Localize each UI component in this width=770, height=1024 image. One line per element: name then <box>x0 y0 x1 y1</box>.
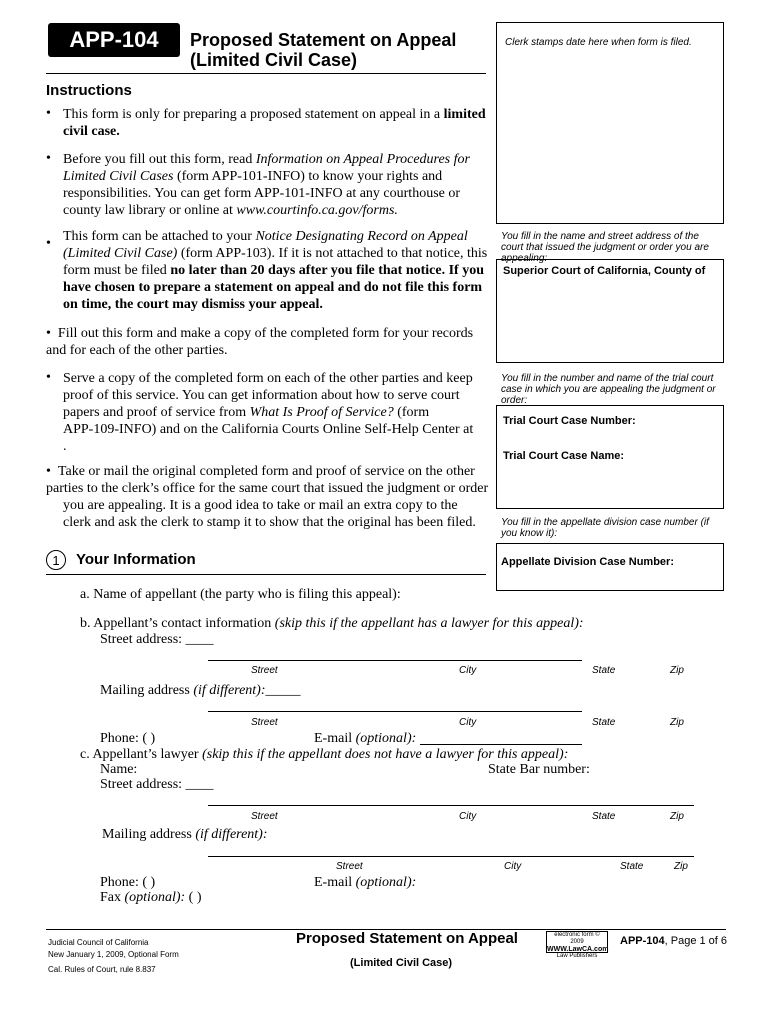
col-city: City <box>459 665 477 676</box>
court-box[interactable] <box>496 259 724 363</box>
col-street: Street <box>251 811 278 822</box>
instruction-3: This form can be attached to your Notice Designating Record on Appeal (Limited Civil Case) (form APP-103). If it is not attached to that notice, this form must be filed no later than 20 days after you file that notice. If you have chosen to prepare a statement on appeal and do not file this form on time, the court may dismiss your appeal. <box>63 229 488 312</box>
form-title <box>190 30 456 70</box>
page-number: APP-104, Page 1 of 6 <box>620 935 728 947</box>
trial-number-label: Trial Court Case Number: <box>503 415 636 427</box>
court-label: Superior Court of California, County of <box>503 265 706 277</box>
bullet: • <box>46 151 51 166</box>
phone-field[interactable]: Phone: ( ) <box>100 731 156 746</box>
col-state: State <box>620 861 644 872</box>
court-note: You fill in the name and street address of the court that issued the judgment or order you are appealing: <box>501 231 709 264</box>
publisher-stamp: electronic form © 2009 WWW.LawCA.com Law Publishers <box>547 932 609 959</box>
col-zip: Zip <box>670 717 684 728</box>
clerk-note: Clerk stamps date here when form is filed. <box>505 37 692 48</box>
instruction-5: Serve a copy of the completed form on each of the other parties and keep proof of this service. You can get information about how to serve court papers and proof of service from What Is Proof of Service? (form APP-109-INFO) and on the California Courts Online Self-Help Center at . <box>63 371 474 454</box>
form-title-line2: (Limited Civil Case) <box>190 50 358 70</box>
trial-note: You fill in the number and name of the trial court case in which you are appealing the judgment or order: <box>501 373 716 406</box>
col-state: State <box>592 811 616 822</box>
col-zip: Zip <box>674 861 688 872</box>
col-city: City <box>459 717 477 728</box>
instruction-4: • Fill out this form and make a copy of the completed form for your records and for each of the other parties. <box>46 326 474 358</box>
email-field[interactable]: E-mail (optional): <box>314 731 417 746</box>
bullet: • <box>46 236 51 251</box>
bullet: • <box>46 370 51 385</box>
footer-subtitle: (Limited Civil Case) <box>350 957 453 969</box>
instruction-2: Before you fill out this form, read Information on Appeal Procedures for Limited Civil Cases (form APP-101-INFO) to know your rights and responsibilities. You can get form APP-101-INFO at any courthouse or county law library or online at www.courtinfo.ca.gov/forms. <box>63 152 470 218</box>
col-state: State <box>592 717 616 728</box>
lawyer-fax-field[interactable]: Fax (optional): ( ) <box>100 890 202 905</box>
appellate-note: You fill in the appellate division case number (if you know it): <box>501 517 709 539</box>
instruction-1: This form is only for preparing a proposed statement on appeal in a limited civil case. <box>63 107 486 139</box>
lawyer-street-line[interactable] <box>208 805 694 806</box>
instruction-6: • Take or mail the original completed form and proof of service on the other parties to the clerk’s office for the same court that issued the judgment or order you are appealing. It is a good idea to take or mail an extra copy to the clerk and ask the clerk to stamp it to show that the original has been filed. <box>46 464 489 530</box>
step-number-badge: 1 <box>46 550 66 570</box>
form-id-badge: APP-104 <box>48 23 180 57</box>
street-address-line[interactable] <box>208 660 582 661</box>
footer-left: Judicial Council of California New January 1, 2009, Optional Form Cal. Rules of Court, rule 8.837 <box>48 938 179 974</box>
courtinfo-link[interactable]: www.courtinfo.ca.gov/forms. <box>236 203 398 218</box>
street-address-label: Street address: ____ <box>100 632 214 647</box>
footer-title: Proposed Statement on Appeal <box>296 930 518 947</box>
appellate-label: Appellate Division Case Number: <box>501 556 674 568</box>
appellant-name-field[interactable]: a. Name of appellant (the party who is filing this appeal): <box>80 587 401 602</box>
lawyer-label: c. Appellant’s lawyer (skip this if the appellant does not have a lawyer for this appeal): <box>80 747 569 762</box>
instructions-heading: Instructions <box>46 82 132 99</box>
lawyer-phone-field[interactable]: Phone: ( ) <box>100 875 156 890</box>
appellate-case-box[interactable] <box>496 543 724 591</box>
mailing-address-line[interactable] <box>208 711 582 712</box>
col-zip: Zip <box>670 665 684 676</box>
lawyer-name-field[interactable]: Name: <box>100 762 138 777</box>
col-street: Street <box>336 861 363 872</box>
title-divider <box>46 73 486 74</box>
email-line[interactable] <box>420 744 582 745</box>
section-divider <box>46 574 486 575</box>
col-street: Street <box>251 717 278 728</box>
form-title-line1: Proposed Statement on Appeal <box>190 30 457 50</box>
lawyer-street-label: Street address: ____ <box>100 777 214 792</box>
col-city: City <box>504 861 522 872</box>
lawyer-mailing-label: Mailing address (if different): <box>102 827 268 842</box>
clerk-stamp-box <box>496 22 724 224</box>
state-bar-field[interactable]: State Bar number: <box>488 762 590 777</box>
col-city: City <box>459 811 477 822</box>
mailing-address-label: Mailing address (if different):_____ <box>100 683 301 698</box>
trial-case-box[interactable] <box>496 405 724 509</box>
trial-name-label: Trial Court Case Name: <box>503 450 625 462</box>
col-state: State <box>592 665 616 676</box>
col-street: Street <box>251 665 278 676</box>
contact-info-label: b. Appellant’s contact information (skip this if the appellant has a lawyer for this appeal): <box>80 616 584 631</box>
bullet: • <box>46 106 51 121</box>
section-heading: Your Information <box>76 551 196 568</box>
lawyer-email-field[interactable]: E-mail (optional): <box>314 875 417 890</box>
lawyer-mailing-line[interactable] <box>208 856 694 857</box>
col-zip: Zip <box>670 811 684 822</box>
